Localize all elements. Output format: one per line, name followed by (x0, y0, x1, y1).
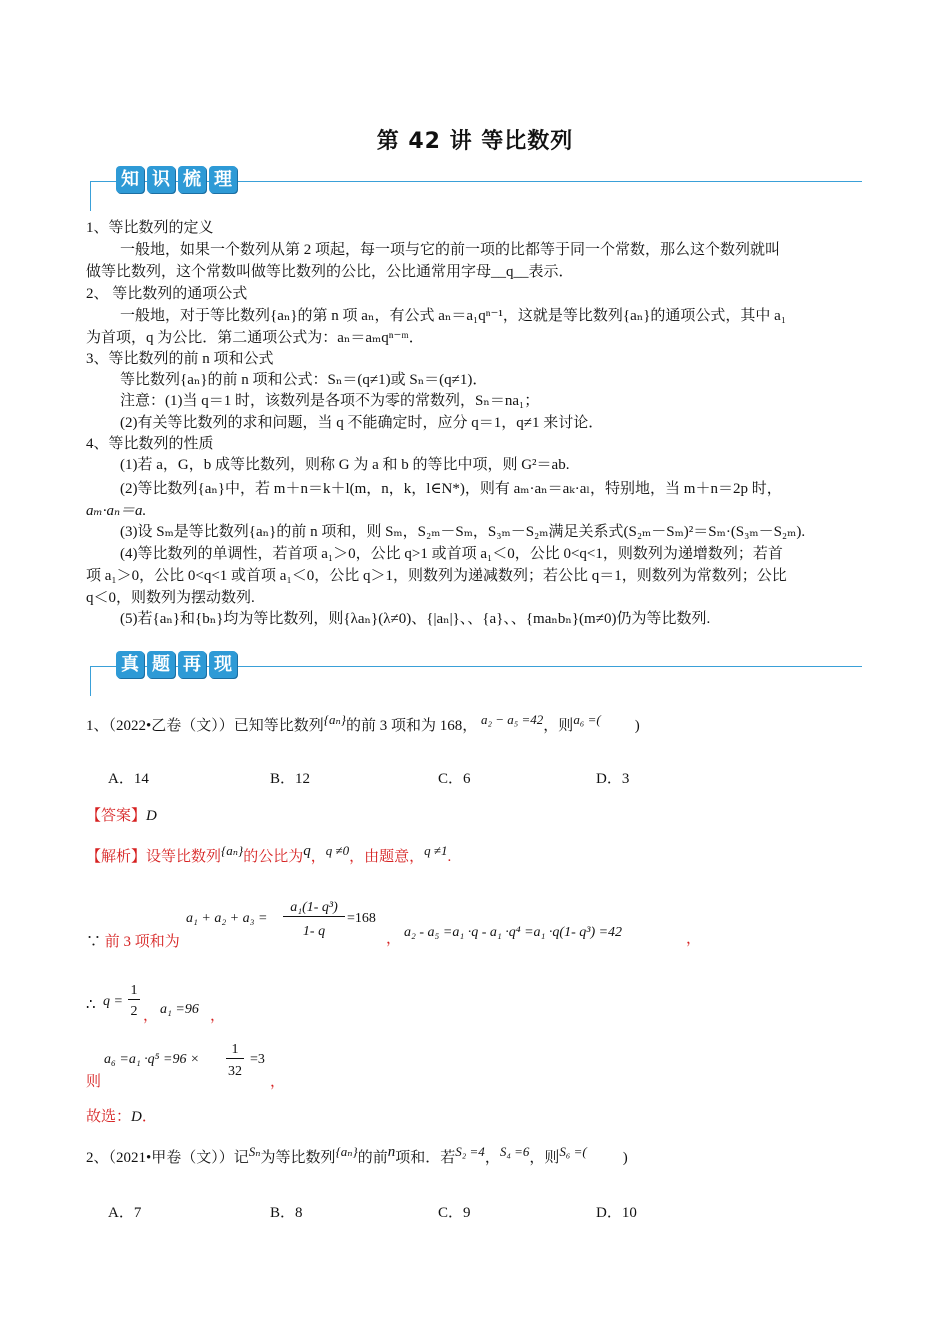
section-badge-knowledge: 知 识 梳 理 (116, 166, 237, 193)
heading-general-term: 2、 等比数列的通项公式 (86, 286, 248, 302)
option-d[interactable]: D．3 (596, 771, 630, 787)
paragraph: (2)等比数列{aₙ}中，若 m＋n＝k＋l(m，n，k，l∈N*)，则有 aₘ·aₙ＝aₖ·aₗ，特别地，当 m＋n＝2p 时， (120, 481, 782, 497)
conclusion: 故选：D． (86, 1109, 157, 1125)
paragraph: 项 a₁＞0，公比 0<q<1 或首项 a₁＜0，公比 q＞1，则数列为递减数列；若公比 q＝1，则数列为常数列；公比 (86, 568, 787, 584)
page-title: 第 42 讲 等比数列 (376, 129, 574, 154)
option-a[interactable]: A．7 (108, 1205, 142, 1221)
answer-label: 【答案】 (86, 808, 147, 824)
paragraph: 一般地，对于等比数列{aₙ}的第 n 项 aₙ，有公式 aₙ＝a₁qⁿ⁻¹，这就是等比数列{aₙ}的通项公式，其中 a₁ (120, 308, 787, 324)
heading-sum-formula: 3、等比数列的前 n 项和公式 (86, 351, 274, 367)
section-divider-tick (90, 181, 91, 211)
heading-properties: 4、等比数列的性质 (86, 436, 214, 452)
paragraph: q＜0，则数列为摆动数列. (86, 590, 255, 606)
option-c[interactable]: C．6 (438, 771, 471, 787)
question-stem: 2、（2021•甲卷（文））记Sₙ为等比数列{aₙ}的前n项和．若S₂ =4，S₄ =6，则S₆ =( ) (86, 1144, 628, 1166)
section-divider-tick (90, 666, 91, 696)
paragraph: aₘ·aₙ＝a. (86, 503, 147, 519)
paragraph: 等比数列{aₙ}的前 n 项和公式：Sₙ＝(q≠1)或 Sₙ＝(q≠1)． (120, 372, 488, 388)
paragraph: 一般地，如果一个数列从第 2 项起，每一项与它的前一项的比都等于同一个常数，那么这个数列就叫 (120, 242, 781, 258)
option-a[interactable]: A．14 (108, 771, 149, 787)
paragraph: 做等比数列，这个常数叫做等比数列的公比，公比通常用字母__q__表示． (86, 264, 574, 280)
section-badge-exam: 真 题 再 现 (116, 651, 237, 678)
question-stem: 1、（2022•乙卷（文））已知等比数列{aₙ}的前 3 项和为 168， a₂ − a₅ =42，则a₆ =( ) (86, 712, 640, 734)
options (108, 767, 708, 787)
option-b[interactable]: B．8 (270, 1205, 303, 1221)
paragraph: (5)若{aₙ}和{bₙ}均为等比数列，则{λaₙ}(λ≠0)、{|aₙ|}、、{a}、、{maₙbₙ}(m≠0)仍为等比数列. (120, 611, 711, 627)
answer-value: D (146, 808, 157, 824)
option-c[interactable]: C．9 (438, 1205, 471, 1221)
heading-definition: 1、等比数列的定义 (86, 220, 214, 236)
paragraph: (4)等比数列的单调性，若首项 a₁＞0，公比 q>1 或首项 a₁＜0，公比 0<q<1，则数列为递增数列；若首 (120, 546, 783, 562)
paragraph: (2)有关等比数列的求和问题，当 q 不能确定时，应分 q＝1，q≠1 来讨论． (120, 415, 604, 431)
paragraph: (3)设 Sₘ是等比数列{aₙ}的前 n 项和，则 Sₘ，S₂ₘ－Sₘ，S₃ₘ－S₂ₘ满足关系式(S₂ₘ－Sₘ)²＝Sₘ·(S₃ₘ－S₂ₘ). (120, 524, 806, 540)
paragraph: 注意：(1)当 q＝1 时，该数列是各项不为零的常数列，Sₙ＝na₁； (120, 393, 540, 409)
paragraph: 为首项，q 为公比．第二通项公式为：aₙ＝aₘqⁿ⁻ᵐ． (86, 330, 424, 346)
options (108, 1201, 708, 1221)
paragraph: (1)若 a，G，b 成等比数列，则称 G 为 a 和 b 的等比中项，则 G²＝ab. (120, 457, 570, 473)
option-d[interactable]: D．10 (596, 1205, 637, 1221)
option-b[interactable]: B．12 (270, 771, 311, 787)
analysis-line: 【解析】设等比数列{aₙ}的公比为q，q ≠0，由题意，q ≠1. (86, 843, 452, 865)
answer-line (86, 804, 157, 825)
